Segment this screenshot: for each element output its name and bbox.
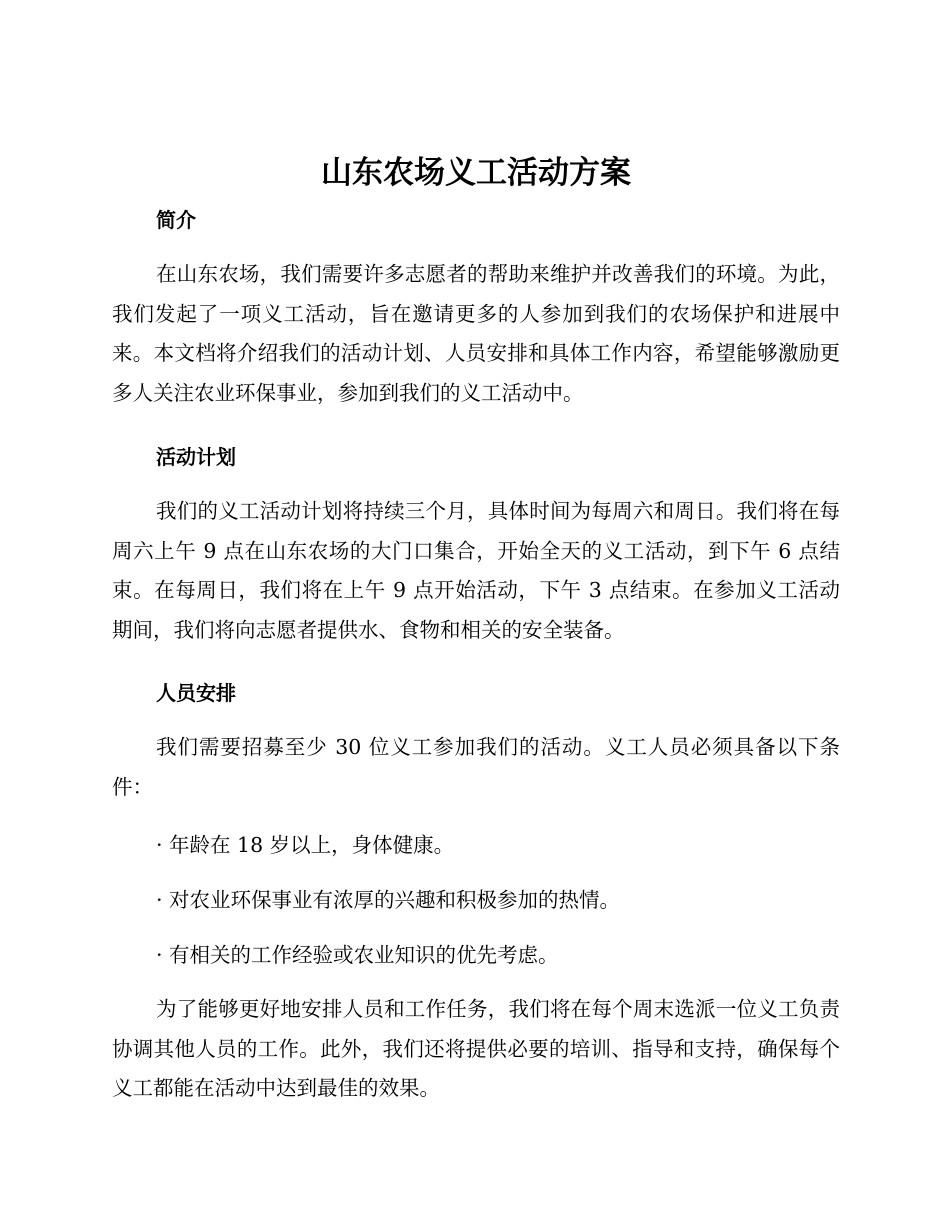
staffing-closing-paragraph: 为了能够更好地安排人员和工作任务，我们将在每个周末选派一位义工负责协调其他人员的工作。此外，我们还将提供必要的培训、指导和支持，确保每个义工都能在活动中达到最佳的效果。 bbox=[112, 997, 840, 1100]
staffing-intro-paragraph: 我们需要招募至少 30 位义工参加我们的活动。义工人员必须具备以下条件： bbox=[112, 735, 840, 799]
intro-paragraph: 在山东农场，我们需要许多志愿者的帮助来维护并改善我们的环境。为此，我们发起了一项义工活动，旨在邀请更多的人参加到我们的农场保护和进展中来。本文档将介绍我们的活动计划、人员安排和具体工作内容，希望能够激励更多人关注农业环保事业，参加到我们的义工活动中。 bbox=[112, 262, 840, 405]
section-heading-plan: 活动计划 bbox=[156, 445, 236, 469]
section-heading-staffing: 人员安排 bbox=[156, 681, 236, 705]
requirement-list-item: · 有相关的工作经验或农业知识的优先考虑。 bbox=[156, 943, 559, 967]
section-heading-intro: 简介 bbox=[156, 208, 196, 232]
plan-paragraph: 我们的义工活动计划将持续三个月，具体时间为每周六和周日。我们将在每周六上午 9 点在山东农场的大门口集合，开始全天的义工活动，到下午 6 点结束。在每周日，我们将在上午 9 点开始活动，下午 3 点结束。在参加义工活动期间，我们将向志愿者提供水、食物和相关的安全装备。 bbox=[112, 499, 840, 642]
document-title: 山东农场义工活动方案 bbox=[321, 155, 631, 191]
requirement-list-item: · 年龄在 18 岁以上，身体健康。 bbox=[156, 833, 455, 857]
requirement-list-item: · 对农业环保事业有浓厚的兴趣和积极参加的热情。 bbox=[156, 888, 621, 912]
